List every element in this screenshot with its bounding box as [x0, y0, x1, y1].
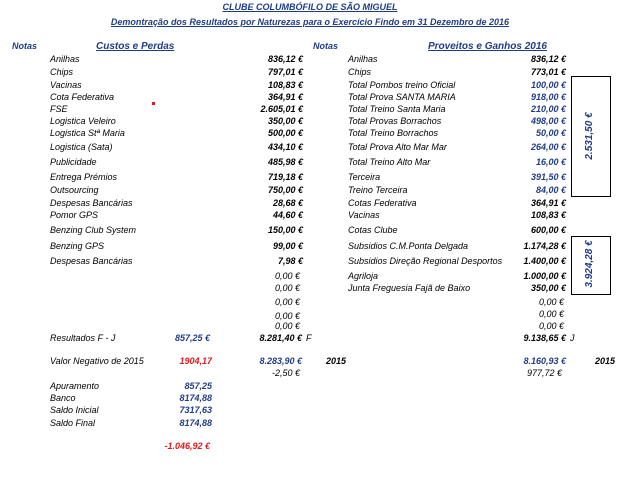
income-row-label: Vacinas — [348, 210, 380, 220]
cost-row-value: 750,00 € — [267, 185, 303, 195]
cost-row-label: Despesas Bancárias — [50, 256, 133, 266]
income-total-marker: J — [570, 333, 575, 343]
negative-value: 1904,17 — [179, 356, 212, 366]
cost-row-label: Logistica (Sata) — [50, 142, 113, 152]
summary-value: 8174,88 — [179, 393, 212, 403]
income-heading: Proveitos e Ganhos 2016 — [428, 41, 547, 52]
report-title: CLUBE COLUMBÓFILO DE SÃO MIGUEL — [222, 2, 398, 12]
cost-row-value: 28,68 € — [272, 198, 303, 208]
red-marker-icon — [152, 102, 155, 105]
summary-value: 8174,88 — [179, 418, 212, 428]
box1-total: 2.531,50 € — [584, 112, 595, 160]
negative-label: Valor Negativo de 2015 — [50, 356, 144, 366]
income-row-label: Subsidios C.M.Ponta Delgada — [348, 241, 469, 251]
income-total-2015: 8.160,93 € — [523, 356, 566, 366]
income-row-value: 16,00 € — [535, 157, 566, 167]
diff-left: -2,50 € — [271, 368, 300, 378]
summary-label: Saldo Inicial — [50, 405, 99, 415]
cost-row-label: FSE — [50, 104, 68, 114]
income-row-label: Cotas Clube — [348, 225, 398, 235]
income-row-value: 773,01 € — [530, 67, 566, 77]
summary-label: Banco — [50, 393, 76, 403]
summary-value: 857,25 — [184, 381, 212, 391]
income-row-value: 1.174,28 € — [523, 241, 566, 251]
income-row-value: 50,00 € — [535, 128, 566, 138]
income-row-label: Total Pombos treino Oficial — [348, 80, 456, 90]
income-row-label: Chips — [348, 67, 372, 77]
year-right: 2015 — [595, 356, 616, 366]
cost-row-label: Chips — [50, 67, 74, 77]
income-zero-value: 0,00 € — [538, 309, 564, 319]
income-total: 9.138,65 € — [523, 333, 566, 343]
income-row-label: Agriloja — [348, 271, 379, 281]
notas-right-heading: Notas — [313, 41, 339, 51]
final-negative-value: -1.046,92 € — [164, 441, 210, 451]
cost-row-label: Outsourcing — [50, 185, 99, 195]
cost-row-value: 485,98 € — [267, 157, 303, 167]
income-row-value: 1.400,00 € — [523, 256, 566, 266]
cost-row-label: Pomor GPS — [50, 210, 99, 220]
cost-row-value: 150,00 € — [267, 225, 303, 235]
cost-zero-value: 0,00 € — [274, 311, 300, 321]
cost-row-value: 500,00 € — [267, 128, 303, 138]
cost-total-2015: 8.283,90 € — [259, 356, 302, 366]
income-row-label: Cotas Federativa — [348, 198, 417, 208]
cost-row-value: 719,18 € — [267, 172, 303, 182]
report-subtitle: Demontração dos Resultados por Naturezas para o Exercício Findo em 31 Dezembro de 2016 — [110, 17, 510, 27]
cost-row-value: 108,83 € — [267, 80, 303, 90]
cost-zero-value: 0,00 € — [274, 283, 300, 293]
income-row-value: 210,00 € — [530, 104, 566, 114]
cost-row-label: Cota Federativa — [50, 92, 115, 102]
cost-row-value: 99,00 € — [272, 241, 303, 251]
cost-zero-value: 0,00 € — [274, 321, 300, 331]
income-row-value: 264,00 € — [530, 142, 566, 152]
cost-row-value: 836,12 € — [267, 54, 303, 64]
cost-total-marker: F — [306, 333, 312, 343]
income-row-label: Anilhas — [348, 54, 378, 64]
income-row-value: 391,50 € — [530, 172, 566, 182]
cost-row-label: Entrega Prémios — [50, 172, 118, 182]
income-row-label: Total Treino Alto Mar — [348, 157, 431, 167]
cost-row-label: Logistica Stª Maria — [50, 128, 125, 138]
income-row-value: 600,00 € — [530, 225, 566, 235]
income-row-value: 350,00 € — [530, 283, 566, 293]
cost-row-value: 2.605,01 € — [260, 104, 303, 114]
income-row-value: 100,00 € — [530, 80, 566, 90]
cost-row-label: Despesas Bancárias — [50, 198, 133, 208]
summary-label: Saldo Final — [50, 418, 96, 428]
cost-row-value: 434,10 € — [267, 142, 303, 152]
income-row-value: 108,83 € — [530, 210, 566, 220]
diff-right: 977,72 € — [526, 368, 562, 378]
cost-row-label: Vacinas — [50, 80, 82, 90]
income-row-value: 1.000,00 € — [523, 271, 566, 281]
income-row-label: Junta Freguesia Fajã de Baixo — [348, 283, 471, 293]
cost-row-label: Anilhas — [50, 54, 80, 64]
income-row-value: 918,00 € — [530, 92, 566, 102]
cost-total: 8.281,40 € — [259, 333, 302, 343]
income-row-label: Subsidios Direção Regional Desportos — [348, 256, 503, 266]
summary-value: 7317,63 — [179, 405, 212, 415]
cost-row-value: 364,91 € — [267, 92, 303, 102]
income-row-label: Total Treino Borrachos — [348, 128, 439, 138]
income-row-label: Total Provas Borrachos — [348, 116, 442, 126]
results-value: 857,25 € — [174, 333, 210, 343]
cost-row-value: 7,98 € — [277, 256, 303, 266]
cost-row-value: 44,60 € — [272, 210, 303, 220]
cost-row-label: Benzing GPS — [50, 241, 105, 251]
income-row-value: 84,00 € — [535, 185, 566, 195]
income-row-value: 364,91 € — [530, 198, 566, 208]
notas-left-heading: Notas — [12, 41, 38, 51]
box2-total: 3.924,28 € — [584, 240, 595, 288]
cost-row-value: 350,00 € — [267, 116, 303, 126]
income-zero-value: 0,00 € — [538, 321, 564, 331]
cost-zero-value: 0,00 € — [274, 271, 300, 281]
cost-zero-value: 0,00 € — [274, 297, 300, 307]
cost-row-value: 797,01 € — [267, 67, 303, 77]
income-row-label: Treino Terceira — [348, 185, 408, 195]
income-row-label: Terceira — [348, 172, 381, 182]
income-row-value: 836,12 € — [530, 54, 566, 64]
income-row-value: 498,00 € — [530, 116, 566, 126]
summary-label: Apuramento — [50, 381, 100, 391]
costs-heading: Custos e Perdas — [96, 41, 175, 52]
cost-row-label: Publicidade — [50, 157, 97, 167]
income-row-label: Total Prova Alto Mar Mar — [348, 142, 447, 152]
year-left: 2015 — [326, 356, 347, 366]
cost-row-label: Logistica Veleiro — [50, 116, 116, 126]
income-row-label: Total Prova SANTA MARIA — [348, 92, 456, 102]
cost-row-label: Benzing Club System — [50, 225, 137, 235]
income-zero-value: 0,00 € — [538, 297, 564, 307]
income-row-label: Total Treino Santa Maria — [348, 104, 446, 114]
results-label: Resultados F - J — [50, 333, 116, 343]
